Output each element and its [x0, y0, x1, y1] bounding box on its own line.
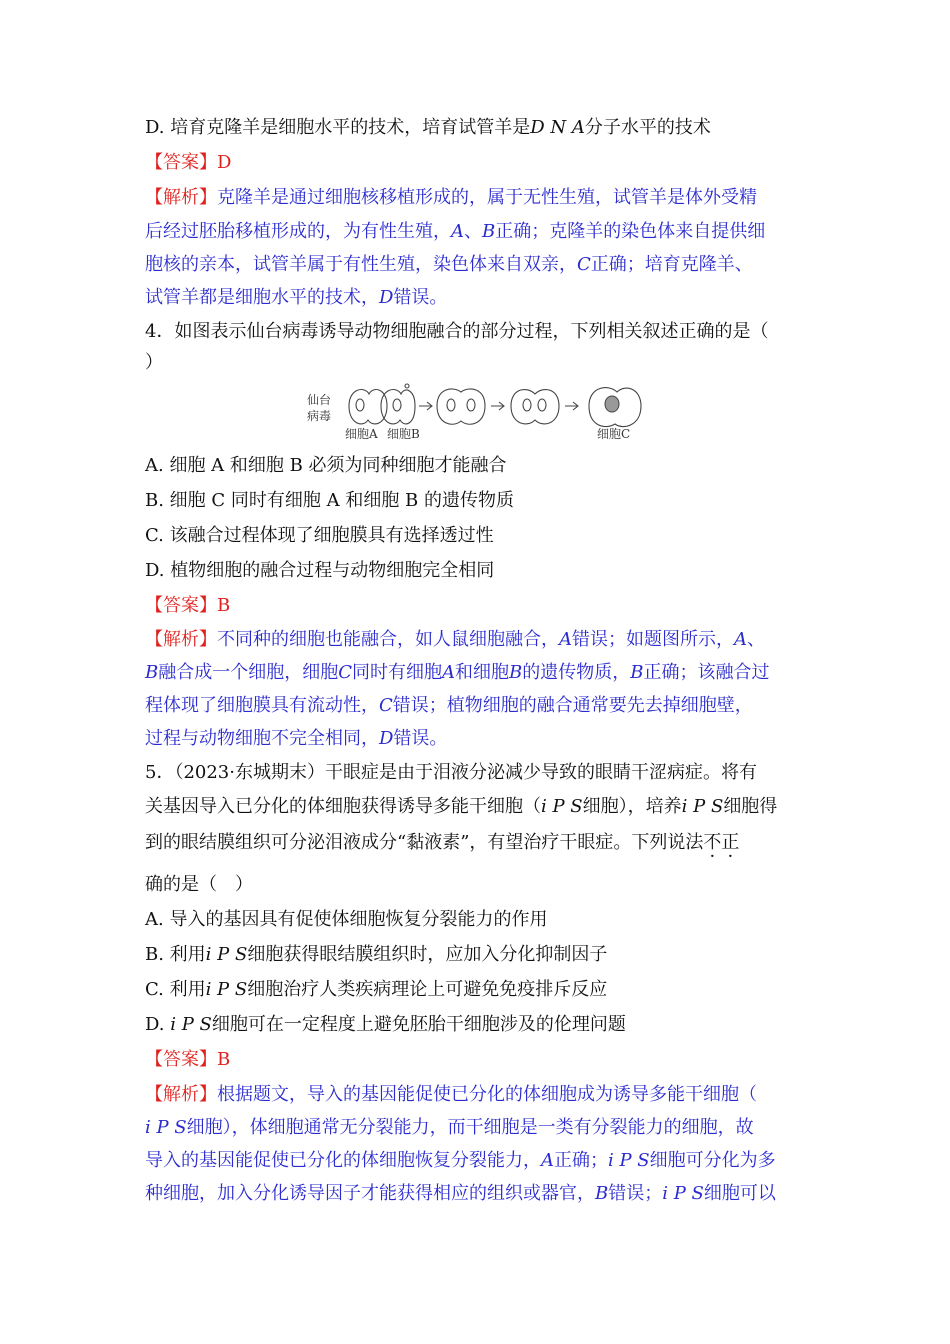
q5-stem-2: 关基因导入已分化的体细胞获得诱导多能干细胞（i P S细胞），培养i P S细胞得 [145, 796, 778, 817]
cell-b-stage1 [381, 390, 415, 424]
q4-stem-1: 4．如图表示仙台病毒诱导动物细胞融合的部分过程，下列相关叙述正确的是（ [145, 321, 769, 342]
cell-fusion-figure [305, 378, 645, 448]
q5-explanation-3: 导入的基因能促使已分化的体细胞恢复分裂能力，A正确；i P S细胞可分化为多 [145, 1150, 776, 1171]
cell-b-label: 细胞B [387, 427, 420, 441]
cell-c-nucleus [605, 396, 619, 412]
q5-option-b: B. 利用i P S细胞获得眼结膜组织时，应加入分化抑制因子 [145, 944, 608, 965]
cell-a-nucleus [356, 399, 364, 411]
q5-option-c: C. 利用i P S细胞治疗人类疾病理论上可避免免疫排斥反应 [145, 979, 608, 1000]
cell-b-nucleus [393, 399, 401, 411]
q5-answer: 【答案】B [145, 1049, 231, 1070]
q5-explanation-4: 种细胞，加入分化诱导因子才能获得相应的组织或器官，B错误；i P S细胞可以 [145, 1183, 776, 1204]
q4-explanation-1: 【解析】不同种的细胞也能融合，如人鼠细胞融合，A错误；如题图所示，A、 [145, 629, 765, 650]
q5-stem-1: 5．（2023·东城期末）干眼症是由于泪液分泌减少导致的眼睛干涩病症。将有 [145, 762, 757, 783]
q5-explanation-1: 【解析】根据题文，导入的基因能促使已分化的体细胞成为诱导多能干细胞（ [145, 1084, 757, 1105]
q4-option-d: D. 植物细胞的融合过程与动物细胞完全相同 [145, 560, 495, 581]
q4-option-b: B. 细胞 C 同时有细胞 A 和细胞 B 的遗传物质 [145, 490, 514, 511]
q3-option-d: D. 培育克隆羊是细胞水平的技术，培育试管羊是D N A分子水平的技术 [145, 117, 711, 138]
cells-stage3 [511, 390, 559, 424]
q5-option-a: A. 导入的基因具有促使体细胞恢复分裂能力的作用 [145, 909, 548, 930]
q3-explanation-2: 后经过胚胎移植形成的，为有性生殖，A、B正确；克隆羊的染色体来自提供细 [145, 221, 766, 242]
arrow-3 [565, 402, 578, 410]
virus-label-1: 仙台 [307, 393, 332, 407]
q5-stem-4: 确的是（ ） [145, 874, 253, 895]
virus-label-2: 病毒 [307, 409, 332, 423]
q4-answer: 【答案】B [145, 595, 231, 616]
q3-explanation-3: 胞核的亲本，试管羊属于有性生殖，染色体来自双亲，C正确；培育克隆羊、 [145, 254, 753, 275]
q5-option-d: D. i P S细胞可在一定程度上避免胚胎干细胞涉及的伦理问题 [145, 1014, 626, 1035]
q4-stem-2: ） [145, 352, 163, 373]
q4-explanation-3: 程体现了细胞膜具有流动性，C错误；植物细胞的融合通常要先去掉细胞壁， [145, 695, 753, 716]
q3-explanation-4: 试管羊都是细胞水平的技术，D错误。 [145, 287, 448, 308]
q3-answer: 【答案】D [145, 152, 232, 173]
q5-explanation-2: i P S细胞），体细胞通常无分裂能力，而干细胞是一类有分裂能力的细胞，故 [145, 1117, 754, 1138]
arrow-1 [419, 402, 432, 410]
virus-particle [405, 384, 409, 388]
cells-stage2 [437, 389, 485, 424]
q4-option-c: C. 该融合过程体现了细胞膜具有选择透过性 [145, 525, 494, 546]
q5-stem-3: 到的眼结膜组织可分泌泪液成分“黏液素”，有望治疗干眼症。下列说法不正 [145, 832, 740, 853]
q4-explanation-2: B融合成一个细胞，细胞C同时有细胞A和细胞B的遗传物质，B正确；该融合过 [145, 662, 770, 683]
cell-a-label: 细胞A [345, 427, 378, 441]
q3-explanation-1: 【解析】克隆羊是通过细胞核移植形成的，属于无性生殖，试管羊是体外受精 [145, 187, 757, 208]
cell-c-label: 细胞C [597, 427, 631, 441]
arrow-2 [491, 402, 504, 410]
q4-explanation-4: 过程与动物细胞不完全相同，D错误。 [145, 728, 448, 749]
q4-option-a: A. 细胞 A 和细胞 B 必须为同种细胞才能融合 [145, 455, 507, 476]
